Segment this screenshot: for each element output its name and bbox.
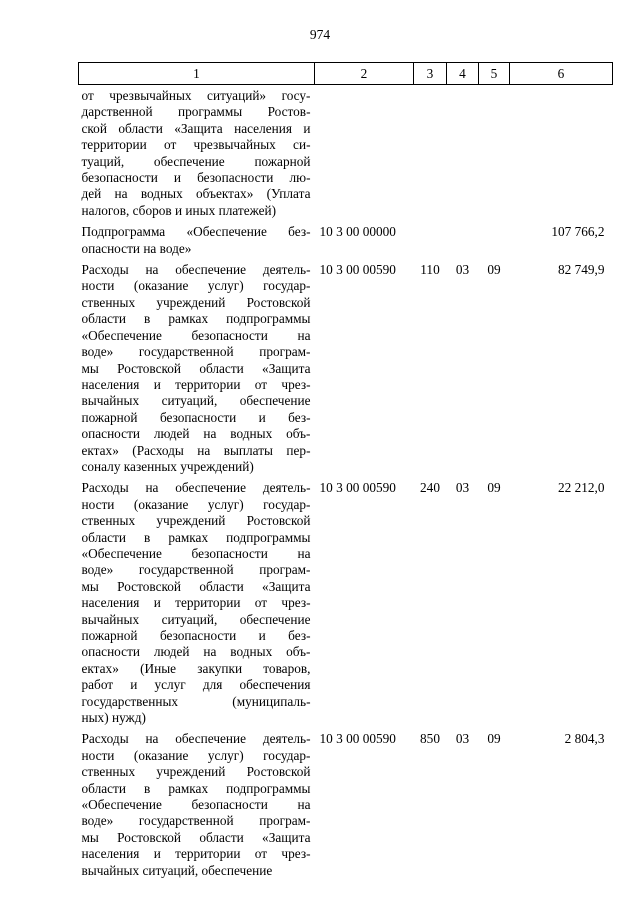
description-line: пожарной безопасности и без- xyxy=(81,628,311,643)
header-col-2: 2 xyxy=(315,63,414,85)
description-line: от чрезвычайных ситуаций» госу- xyxy=(81,88,311,103)
header-col-1: 1 xyxy=(79,63,315,85)
header-col-4: 4 xyxy=(447,63,479,85)
table-header-row xyxy=(79,63,613,85)
description-line: пожарной безопасности и без- xyxy=(81,409,311,425)
row-code: 10 3 00 00590 xyxy=(319,731,396,747)
row-expense-type: 850 xyxy=(420,731,440,747)
row-expense-type xyxy=(414,85,447,220)
description-line: ственных учреждений Ростовской xyxy=(81,764,311,780)
description-line: области в рамках подпрограммы xyxy=(81,780,311,796)
description-line: вычайных ситуаций, обеспечение xyxy=(81,393,311,409)
header-col-6: 6 xyxy=(510,63,613,85)
description-line: воде» государственной програм- xyxy=(81,813,311,829)
description-line: ектах» (Иные закупки товаров, xyxy=(81,660,311,676)
description-line: Подпрограмма «Обеспечение без- xyxy=(81,224,311,240)
description-line: населения и территории от чрез- xyxy=(81,595,311,611)
description-line: ных) нужд) xyxy=(81,710,146,726)
description-line: ности (оказание услуг) государ- xyxy=(81,496,311,512)
budget-table xyxy=(78,62,613,879)
description-line: области в рамках подпрограммы xyxy=(81,311,311,327)
description-line: населения и территории от чрез- xyxy=(81,376,311,392)
description-line: Расходы на обеспечение деятель- xyxy=(81,262,311,278)
table-body xyxy=(79,85,613,880)
row-section: 03 xyxy=(455,480,470,496)
row-expense-type: 240 xyxy=(420,480,440,496)
description-line: ности (оказание услуг) государ- xyxy=(81,278,311,294)
row-description xyxy=(79,726,315,879)
description-line: соналу казенных учреждений) xyxy=(81,458,254,474)
row-section: 03 xyxy=(455,262,470,278)
row-section: 03 xyxy=(455,731,470,747)
description-line: мы Ростовской области «Защита xyxy=(81,829,311,845)
table-row xyxy=(79,475,613,726)
description-line: Расходы на обеспечение деятель- xyxy=(81,731,311,747)
row-amount xyxy=(510,85,613,220)
description-line: «Обеспечение безопасности на xyxy=(81,797,311,813)
description-line: дарственной программы Ростов- xyxy=(81,104,311,120)
description-line: опасности людей на водных объ- xyxy=(81,644,311,660)
description-line: ектах» (Расходы на выплаты пер- xyxy=(81,442,311,458)
description-line: ности (оказание услуг) государ- xyxy=(81,747,311,763)
row-subsection xyxy=(479,219,510,257)
page-number: 974 xyxy=(309,27,331,42)
description-line: вычайных ситуаций, обеспечение xyxy=(81,862,273,878)
row-subsection: 09 xyxy=(487,480,501,496)
description-line: ственных учреждений Ростовской xyxy=(81,294,311,310)
description-line: мы Ростовской области «Защита xyxy=(81,360,311,376)
row-subsection: 09 xyxy=(487,262,501,278)
header-col-5: 5 xyxy=(479,63,510,85)
row-amount: 2 804,3 xyxy=(564,731,605,747)
description-line: «Обеспечение безопасности на xyxy=(81,327,311,343)
description-line: вычайных ситуаций, обеспечение xyxy=(81,611,311,627)
row-code xyxy=(315,85,414,220)
description-line: дей на водных объектах» (Уплата xyxy=(81,186,311,202)
description-line: населения и территории от чрез- xyxy=(81,846,311,862)
description-line: области в рамках подпрограммы xyxy=(81,529,311,545)
description-line: работ и услуг для обеспечения xyxy=(81,677,311,693)
description-line: мы Ростовской области «Защита xyxy=(81,578,311,594)
description-line: «Обеспечение безопасности на xyxy=(81,545,311,561)
description-line: государственных (муниципаль- xyxy=(81,693,311,709)
row-subsection: 09 xyxy=(487,731,501,747)
row-description xyxy=(79,219,315,257)
description-line: туаций, обеспечение пожарной xyxy=(81,153,311,169)
description-line: воде» государственной програм- xyxy=(81,562,311,578)
row-description xyxy=(79,475,315,726)
table-row xyxy=(79,257,613,475)
row-expense-type: 110 xyxy=(420,262,440,278)
row-subsection xyxy=(479,85,510,220)
row-code: 10 3 00 00590 xyxy=(319,262,396,278)
row-amount: 82 749,9 xyxy=(557,262,605,278)
description-line: налогов, сборов и иных платежей) xyxy=(81,202,277,218)
description-line: опасности людей на водных объ- xyxy=(81,426,311,442)
description-line: опасности на воде» xyxy=(81,240,192,256)
description-line: безопасности и безопасности лю- xyxy=(81,170,311,186)
row-code: 10 3 00 00000 xyxy=(319,224,396,240)
row-expense-type xyxy=(414,219,447,257)
row-description xyxy=(79,85,315,220)
row-amount: 22 212,0 xyxy=(557,480,605,496)
table-row xyxy=(79,726,613,879)
description-line: территории от чрезвычайных си- xyxy=(81,137,311,153)
description-line: воде» государственной програм- xyxy=(81,344,311,360)
row-code: 10 3 00 00590 xyxy=(319,480,396,496)
row-section xyxy=(447,219,479,257)
table-row xyxy=(79,85,613,220)
row-description xyxy=(79,257,315,475)
row-section xyxy=(447,85,479,220)
description-line: Расходы на обеспечение деятель- xyxy=(81,480,311,496)
header-col-3: 3 xyxy=(414,63,447,85)
description-line: ственных учреждений Ростовской xyxy=(81,513,311,529)
row-amount: 107 766,2 xyxy=(551,224,605,240)
description-line: ской области «Защита населения и xyxy=(81,120,311,136)
table-row xyxy=(79,219,613,257)
